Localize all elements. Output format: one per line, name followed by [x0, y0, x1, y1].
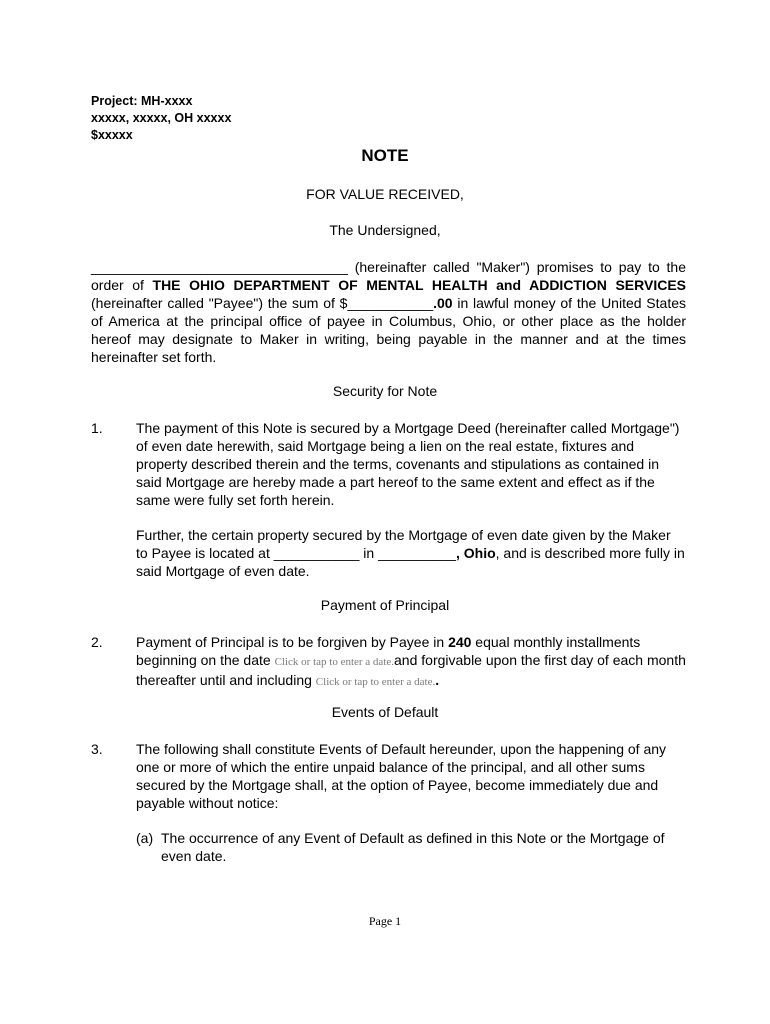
location-blank[interactable]: ___________: [273, 545, 360, 561]
project-address: xxxxx, xxxxx, OH xxxxx: [91, 111, 232, 125]
sum-blank[interactable]: ___________: [347, 295, 434, 311]
end-date-picker[interactable]: Click or tap to enter a date.: [315, 676, 436, 688]
intro-text-1: (hereinafter called "Maker") promises to pay to the order of: [91, 259, 686, 293]
intro-text-3: in lawful money of the United States of America at the principal office of payee in Columbus, Ohio, or other place as the holder hereof may designate to Maker in writing, being payable in the manner and at the times hereinafter set forth.: [91, 295, 686, 365]
header-block: [91, 93, 231, 144]
document-title: NOTE: [361, 146, 409, 165]
item-2-number: 2.: [91, 634, 103, 650]
item-1-further: [136, 526, 686, 580]
project-id: Project: MH-xxxx: [91, 94, 193, 108]
sub-item-a-letter: (a): [136, 830, 154, 846]
default-heading: Events of Default: [331, 704, 439, 720]
further-text-a: Further, the certain property secured by the Mortgage of even date given by the Maker to Payee is located at: [136, 527, 671, 561]
page-number: Page 1: [368, 914, 402, 928]
item-2-text-b: equal monthly installments beginning on the date: [136, 634, 641, 668]
further-text-b: , and is described more fully in said Mortgage of even date.: [136, 545, 685, 579]
sub-item-a-text: The occurrence of any Event of Default as defined in this Note or the Mortgage of even date.: [161, 830, 665, 864]
item-2-text: [136, 633, 686, 691]
item-2-text-a: Payment of Principal is to be forgiven by Payee in: [136, 634, 449, 650]
sum-cents: .00: [433, 295, 453, 311]
value-received-line: FOR VALUE RECEIVED,: [306, 186, 464, 202]
intro-text-2: (hereinafter called "Payee") the sum of $: [91, 295, 348, 311]
in-text: in: [359, 545, 379, 561]
principal-heading: Payment of Principal: [320, 597, 450, 613]
project-amount: $xxxxx: [91, 128, 133, 142]
undersigned-line: The Undersigned,: [329, 222, 441, 238]
item-2-text-c: and forgivable upon the first day of each month thereafter until and including: [136, 652, 686, 688]
payee-name: THE OHIO DEPARTMENT OF MENTAL HEALTH and ADDICTION SERVICES: [152, 277, 686, 293]
maker-blank[interactable]: _________________________________: [91, 259, 348, 275]
ohio-text: , Ohio: [455, 545, 496, 561]
city-blank[interactable]: __________: [378, 545, 456, 561]
intro-paragraph: [91, 258, 686, 366]
item-3-text: The following shall constitute Events of Default hereunder, upon the happening of any one or more of which the entire unpaid balance of the principal, and all other sums secured by the Mortgage shall, at the option of Payee, become immediately due and payable without notice:: [136, 741, 667, 811]
start-date-picker[interactable]: Click or tap to enter a date.: [274, 656, 395, 668]
installments-count: 240: [448, 634, 472, 650]
item-1-text: The payment of this Note is secured by a Mortgage Deed (hereinafter called Mortgage") of even date herewith, said Mortgage being a lien on the real estate, fixtures and property described therein and the terms, covenants and stipulations as contained in said Mortgage are hereby made a part hereof to the same extent and effect as if the same were fully set forth herein.: [136, 420, 680, 508]
item-1-number: 1.: [91, 420, 103, 436]
item-3-number: 3.: [91, 741, 103, 757]
security-heading: Security for Note: [332, 383, 438, 399]
item-2-end: .: [435, 672, 440, 688]
